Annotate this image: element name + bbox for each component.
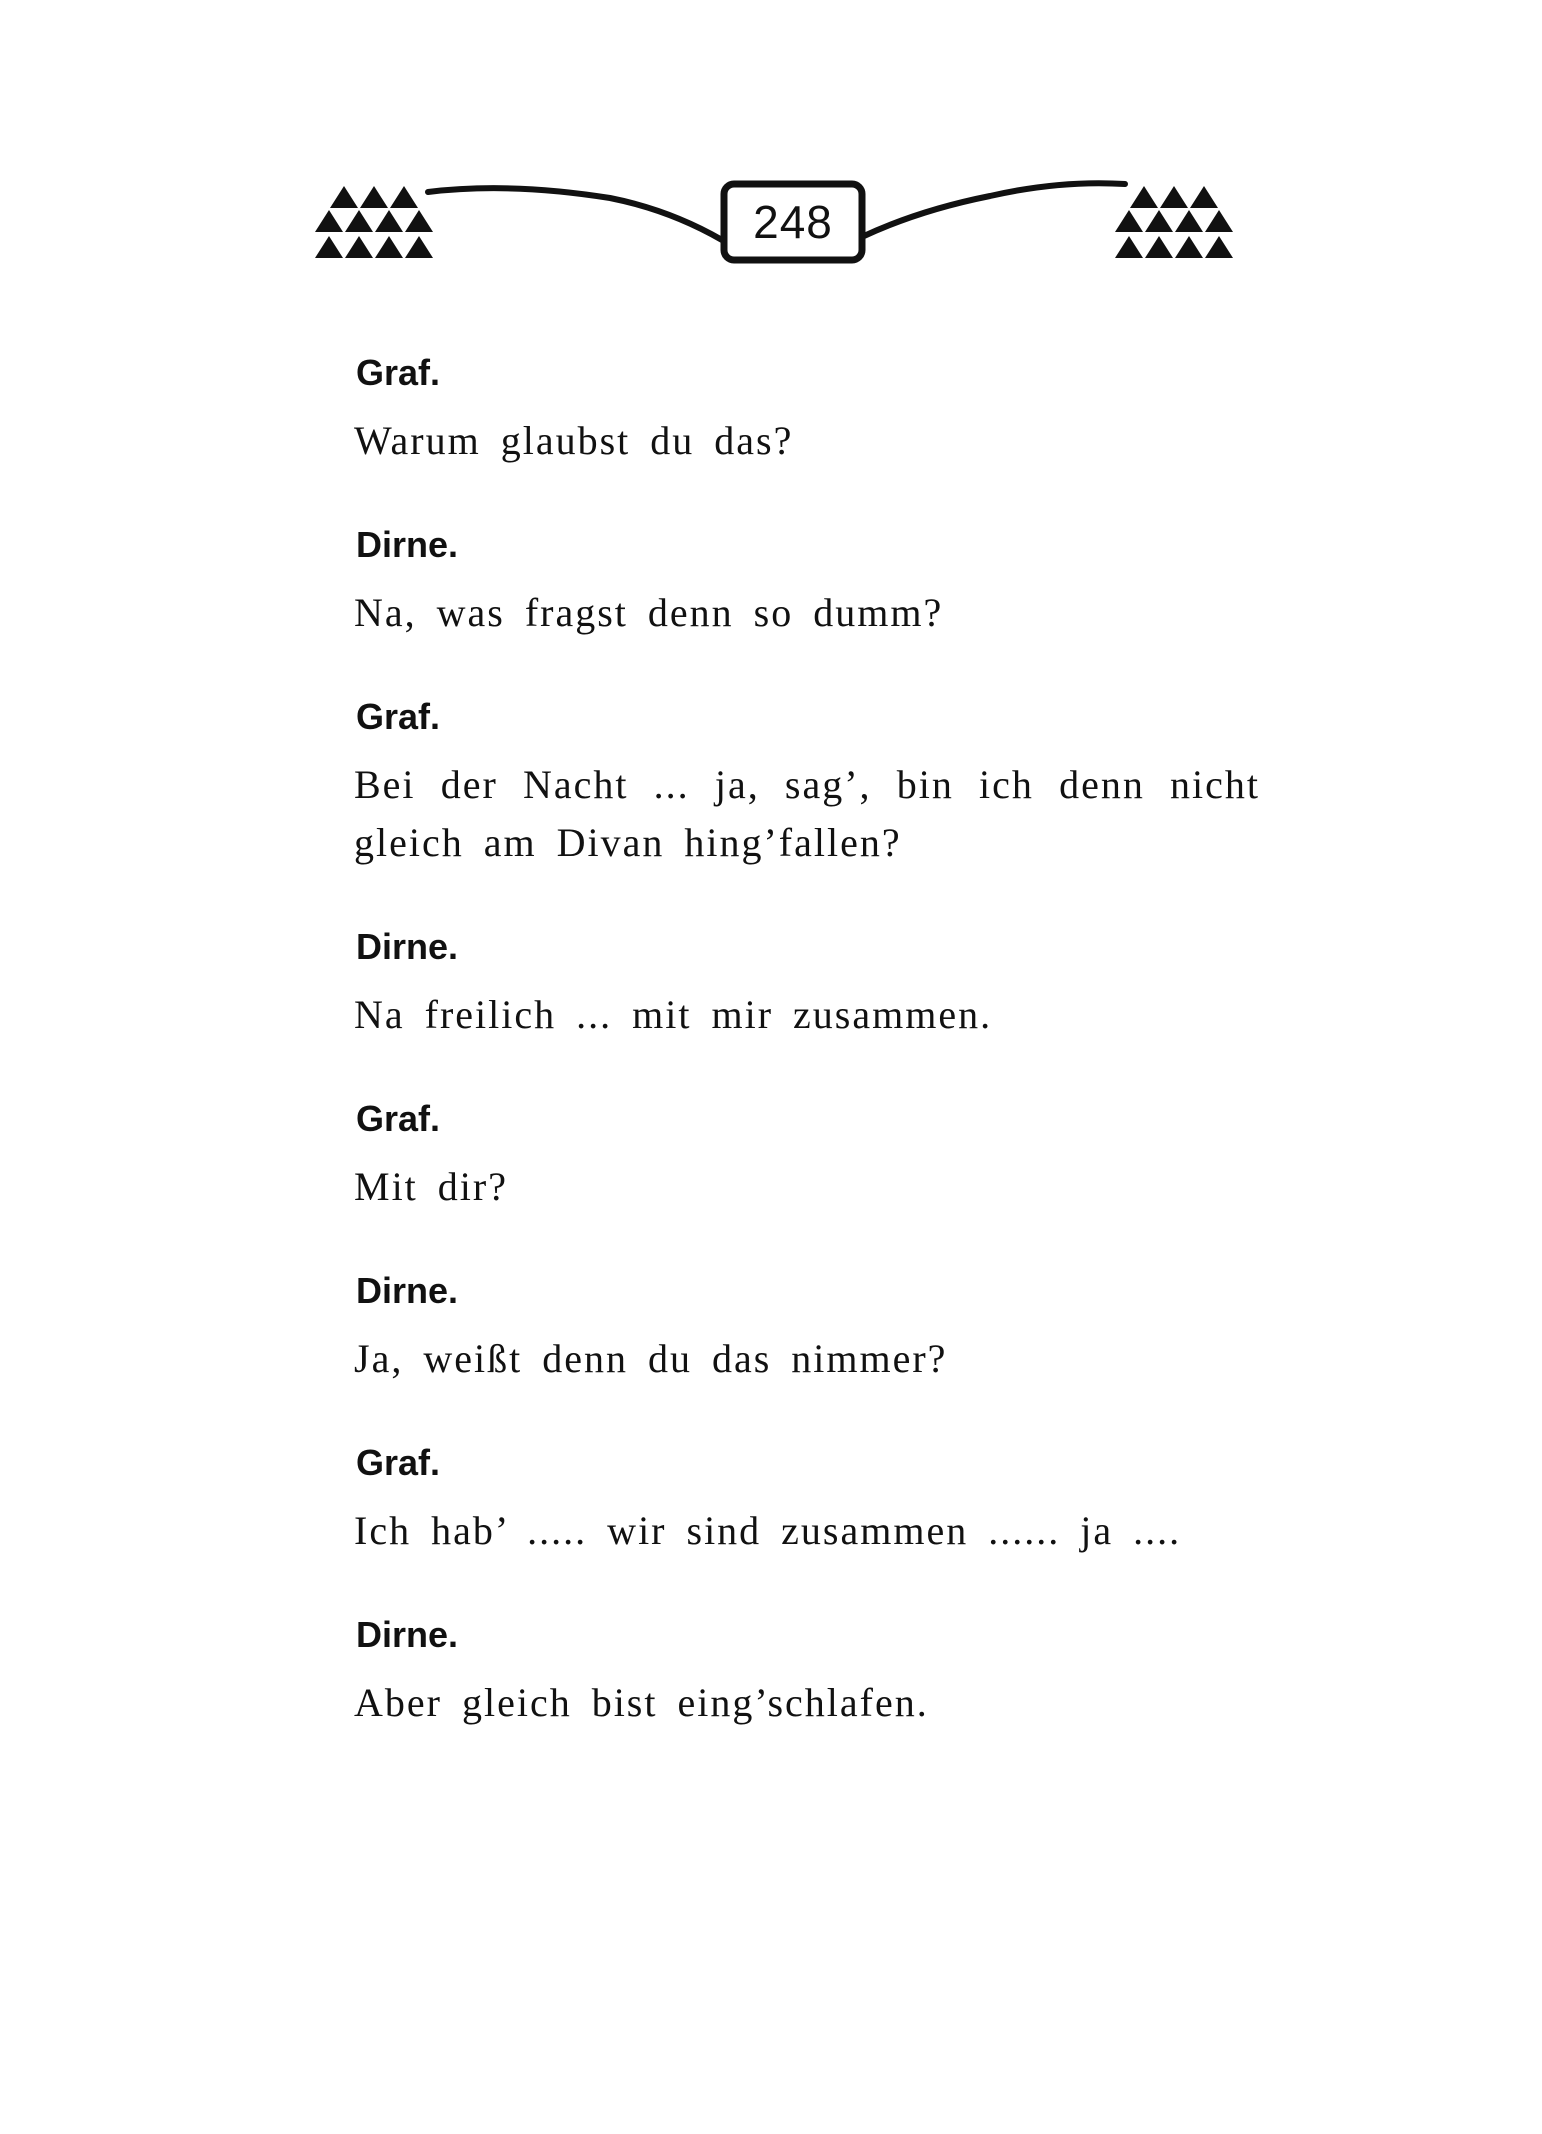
- dialogue-body: [340, 350, 1260, 1784]
- dialogue-line: Aber gleich bist eing’schlafen.: [354, 1680, 929, 1725]
- left-triangle-ornament: [315, 186, 433, 258]
- page-header-ornament: [310, 170, 1270, 285]
- dialogue-entry: [340, 350, 1260, 470]
- dialogue-entry: [340, 1268, 1260, 1388]
- speaker-name: Dirne.: [356, 926, 459, 967]
- speaker-name: Dirne.: [356, 1270, 459, 1311]
- dialogue-entry: [340, 924, 1260, 1044]
- dialogue-entry: [340, 1612, 1260, 1732]
- dialogue-entry: [340, 522, 1260, 642]
- speaker-name: Graf.: [356, 1442, 441, 1483]
- right-triangle-ornament: [1115, 186, 1233, 258]
- page-number: 248: [753, 196, 833, 248]
- dialogue-line: Ich hab’ ..... wir sind zusammen ...... ja ....: [354, 1508, 1182, 1553]
- speaker-name: Graf.: [356, 1098, 441, 1139]
- speaker-name: Dirne.: [356, 524, 459, 565]
- dialogue-entry: [340, 1096, 1260, 1216]
- speaker-name: Dirne.: [356, 1614, 459, 1655]
- dialogue-line: Na, was fragst denn so dumm?: [354, 590, 944, 635]
- dialogue-line: Bei der Nacht ... ja, sag’, bin ich denn nicht gleich am Divan hing’fallen?: [354, 762, 1260, 865]
- speaker-name: Graf.: [356, 696, 441, 737]
- dialogue-line: Na freilich ... mit mir zusammen.: [354, 992, 993, 1037]
- dialogue-line: Ja, weißt denn du das nimmer?: [354, 1336, 948, 1381]
- dialogue-entry: [340, 694, 1260, 872]
- dialogue-entry: [340, 1440, 1260, 1560]
- dialogue-line: Warum glaubst du das?: [354, 418, 794, 463]
- speaker-name: Graf.: [356, 352, 441, 393]
- dialogue-line: Mit dir?: [354, 1164, 508, 1209]
